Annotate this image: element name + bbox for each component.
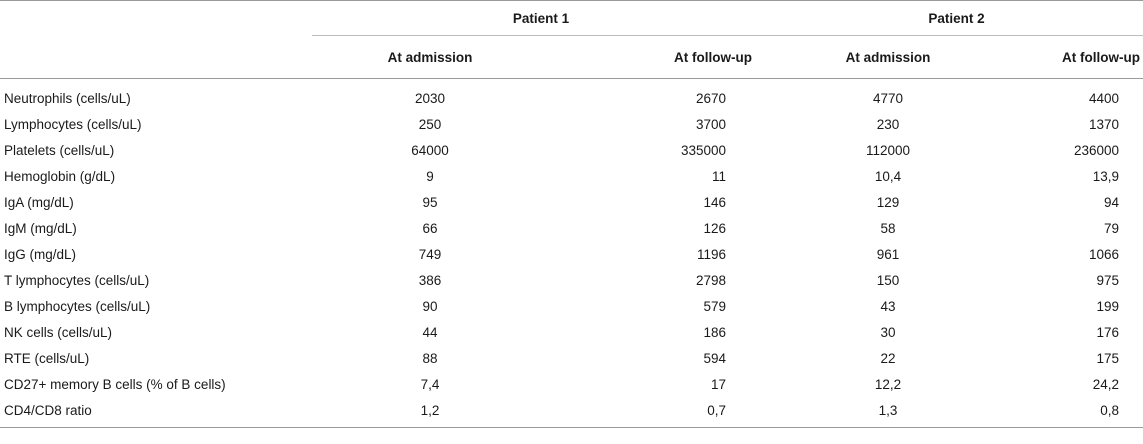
table-row [0, 371, 1143, 397]
subheader-p2-followup: At follow-up [1062, 49, 1140, 65]
value-p1-followup: 594 [703, 350, 726, 366]
value-p2-followup: 13,9 [1092, 168, 1119, 184]
table-row [0, 79, 1143, 111]
subheader-p1-followup: At follow-up [674, 49, 752, 65]
value-p2-followup: 1370 [1088, 116, 1119, 132]
table-row [0, 189, 1143, 215]
value-p2-admission: 10,4 [874, 168, 902, 184]
row-label: RTE (cells/uL) [4, 350, 90, 366]
table-row [0, 293, 1143, 319]
table-row [0, 111, 1143, 137]
value-p1-admission: 250 [418, 116, 442, 132]
row-label: CD27+ memory B cells (% of B cells) [4, 376, 226, 392]
row-label: CD4/CD8 ratio [4, 402, 92, 418]
subheader-p1-admission: At admission [387, 49, 473, 65]
value-p2-followup: 199 [1096, 298, 1119, 314]
value-p1-admission: 66 [422, 220, 438, 236]
sub-header-row [0, 36, 1143, 79]
value-p1-followup: 2670 [695, 90, 726, 106]
value-p2-admission: 112000 [865, 142, 911, 158]
row-label: B lymphocytes (cells/uL) [4, 298, 151, 314]
value-p1-admission: 2030 [414, 90, 446, 106]
value-p1-admission: 64000 [411, 142, 449, 158]
value-p2-admission: 58 [880, 220, 896, 236]
value-p1-followup: 0,7 [707, 402, 726, 418]
value-p2-followup: 0,8 [1100, 402, 1119, 418]
value-p2-admission: 1,3 [878, 402, 898, 418]
table-body [0, 79, 1143, 423]
value-p1-admission: 1,2 [420, 402, 440, 418]
empty-label-header [0, 36, 312, 79]
value-p1-followup: 1196 [696, 246, 726, 262]
value-p1-admission: 749 [418, 246, 442, 262]
table-row [0, 215, 1143, 241]
value-p2-followup: 175 [1096, 350, 1119, 366]
value-p1-admission: 386 [418, 272, 442, 288]
row-label: NK cells (cells/uL) [4, 324, 113, 340]
value-p1-followup: 335000 [680, 142, 726, 158]
value-p1-followup: 126 [703, 220, 726, 236]
row-label: Platelets (cells/uL) [4, 142, 115, 158]
row-label: IgA (mg/dL) [4, 194, 74, 210]
value-p1-followup: 146 [703, 194, 726, 210]
value-p1-admission: 90 [422, 298, 438, 314]
table-row [0, 137, 1143, 163]
value-p1-followup: 17 [710, 376, 726, 392]
value-p2-admission: 12,2 [874, 376, 902, 392]
bottom-rule [0, 428, 1143, 429]
table-row [0, 345, 1143, 371]
value-p2-admission: 129 [876, 194, 900, 210]
value-p1-followup: 186 [703, 324, 726, 340]
table-row [0, 267, 1143, 293]
value-p2-admission: 230 [876, 116, 900, 132]
value-p2-followup: 79 [1103, 220, 1119, 236]
row-label: Neutrophils (cells/uL) [4, 90, 131, 106]
table-row [0, 397, 1143, 423]
row-label: IgM (mg/dL) [4, 220, 77, 236]
value-p2-admission: 150 [876, 272, 900, 288]
value-p2-admission: 43 [880, 298, 896, 314]
value-p1-admission: 7,4 [420, 376, 440, 392]
value-p1-followup: 11 [711, 168, 726, 184]
table-row [0, 241, 1143, 267]
value-p2-followup: 176 [1096, 324, 1119, 340]
value-p1-admission: 88 [422, 350, 438, 366]
table-row [0, 163, 1143, 189]
group-header-patient-1: Patient 1 [512, 10, 570, 26]
subheader-p2-admission: At admission [845, 49, 931, 65]
row-label: Lymphocytes (cells/uL) [4, 116, 142, 132]
value-p1-followup: 579 [703, 298, 726, 314]
value-p1-followup: 3700 [695, 116, 726, 132]
value-p1-admission: 44 [422, 324, 438, 340]
value-p1-followup: 2798 [695, 272, 726, 288]
value-p2-followup: 1066 [1088, 246, 1119, 262]
group-header-patient-2: Patient 2 [928, 10, 985, 26]
group-header-row [0, 1, 1143, 36]
empty-corner [0, 1, 312, 36]
value-p2-admission: 22 [880, 350, 896, 366]
table-row [0, 319, 1143, 345]
value-p2-followup: 24,2 [1092, 376, 1119, 392]
value-p2-followup: 4400 [1088, 90, 1119, 106]
value-p2-admission: 4770 [872, 90, 904, 106]
value-p2-followup: 94 [1103, 194, 1119, 210]
value-p2-followup: 236000 [1073, 142, 1119, 158]
value-p1-admission: 95 [422, 194, 438, 210]
row-label: T lymphocytes (cells/uL) [4, 272, 150, 288]
value-p2-followup: 975 [1096, 272, 1119, 288]
value-p2-admission: 30 [880, 324, 896, 340]
value-p1-admission: 9 [426, 168, 434, 184]
value-p2-admission: 961 [876, 246, 900, 262]
row-label: Hemoglobin (g/dL) [4, 168, 116, 184]
row-label: IgG (mg/dL) [4, 246, 77, 262]
